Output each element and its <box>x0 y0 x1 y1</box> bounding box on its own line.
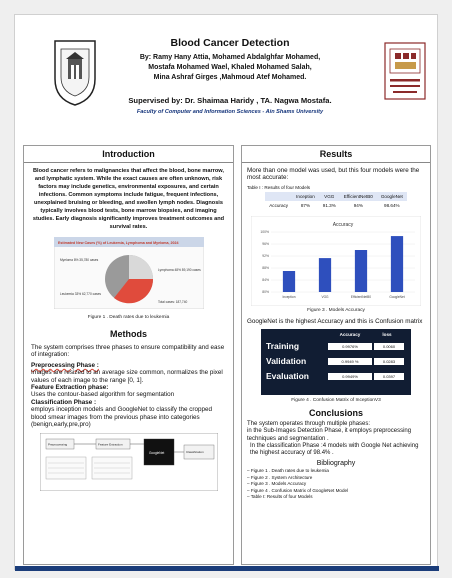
conclusions-line-3: In the classification Phase :4 models with Google Net achieving the highest accuracy of 98.4% . <box>250 442 419 457</box>
methods-heading: Methods <box>110 329 147 339</box>
bibliography-item: – Figure 2 . System Architecture <box>247 474 313 480</box>
right-faculty-logo <box>381 37 429 107</box>
bar-inception <box>283 271 295 292</box>
arch-googlenet-label: GoogleNet <box>148 451 164 456</box>
conf-header-row <box>266 332 406 337</box>
bar-googlenet <box>391 236 403 292</box>
arch-classification-label: Classification <box>185 450 204 455</box>
bibliography-list <box>242 468 430 501</box>
authors <box>95 53 365 83</box>
poster-title: Blood Cancer Detection <box>170 37 290 49</box>
conf-row-evaluation <box>266 371 406 381</box>
bibliography-item: – Figure 4 . Confusion Matrix of GoogleNet Model <box>247 487 349 493</box>
y-tick-label: 100% <box>260 230 269 235</box>
authors-line-1: By: Ramy Hany Attia, Mohamed Abdalghfar Mohamed, <box>139 54 321 61</box>
results-heading: Results <box>319 149 353 159</box>
arch-preprocessing-label: Preprocessing <box>47 442 67 447</box>
bar-vgg <box>319 258 331 292</box>
conf-row-label: Training <box>266 341 300 352</box>
system-architecture-diagram <box>40 433 218 491</box>
classification-text: employs inception models and GoogleNet to classify the cropped blood smear images from the previous phase into categories (benign,early,pre,pro) <box>31 406 212 429</box>
googlenet-text <box>242 313 430 325</box>
preprocessing-title: Preprocessing Phase : <box>31 361 99 369</box>
preprocessing-text: Images are resized to an average size common, normalizes the pixel values of each image to the range [0, 1]. <box>31 369 223 384</box>
table-cell: 91.3% <box>322 202 336 208</box>
table-header-cell: VGG <box>324 193 335 199</box>
conf-header-spacer <box>266 332 328 337</box>
y-tick-label: 88% <box>262 266 269 271</box>
pie-label-lymphoma: Lymphoma 48% 89,190 cases <box>157 268 201 272</box>
y-tick-label: 92% <box>262 254 269 259</box>
conf-acc-cell: 0.9949 % <box>328 358 372 365</box>
conclusions-heading: Conclusions <box>308 408 363 419</box>
conf-acc-cell: 0.9976% <box>328 343 372 350</box>
pie-label-total: Total cases: 187,740 <box>157 300 187 304</box>
supervisors: Supervised by: Dr. Shaimaa Haridy , TA. Nagwa Mostafa. <box>128 96 332 105</box>
figure-4-caption: Figure 4 . Confusion Matrix of InceptionV3 <box>291 398 381 404</box>
x-tick-label: EfficientNetB0 <box>350 294 372 299</box>
left-panel <box>23 145 234 565</box>
bibliography-item: – Figure 1 . Death rates due to leukemia <box>247 468 329 474</box>
leukemia-pie-figure <box>54 237 204 309</box>
table-header-cell: GoogleNet <box>380 193 403 199</box>
table-caption: Table I : Results of four Models <box>247 184 311 190</box>
table-header-cell: Inception <box>296 193 315 199</box>
figure-1-caption: Figure 1 . Death rates due to leukemia <box>87 315 170 320</box>
arch-feature-label: Feature Extraction <box>97 442 123 447</box>
conclusions-text <box>242 421 430 457</box>
results-table-header <box>265 192 407 201</box>
x-tick-label: Inception <box>282 294 296 299</box>
conf-acc-cell: 0.9949% <box>328 373 372 380</box>
conf-row-validation <box>266 356 406 366</box>
faculty: Faculty of Computer and Information Sciences - Ain Shams University <box>136 109 324 115</box>
intro-text: Blood cancer refers to malignancies that affect the blood, bone marrow, and lymphatic system. While the exact causes are often unknown, risk factors may include genetics, environmental exposures, and certain infections. Common symptoms include fatigue, frequent infections, unexplained bruising or bleeding, and swollen lymph nodes. Diagnosis typically involves blood tests, bone marrow biopsies, and imaging studies. Early diagnosis significantly improves treatment outcomes and survival rates. <box>32 168 225 230</box>
figure-3-caption: Figure 3 . Models Accuracy <box>307 307 365 313</box>
table-cell: Accuracy <box>269 202 289 208</box>
conclusions-line-1: The system operates through multiple phases: <box>247 421 371 428</box>
conf-header-accuracy: Accuracy <box>339 332 361 338</box>
conf-row-training <box>266 341 406 351</box>
y-tick-label: 84% <box>262 278 269 283</box>
x-tick-label: GoogleNet <box>389 294 405 299</box>
table-cell: 94% <box>353 202 363 208</box>
bar-efficientnetb0 <box>355 250 367 292</box>
pie-fig-title: Estimated New Cases (%) of Leukemia, Lymphoma and Myeloma, 2024 <box>57 241 178 245</box>
y-tick-label: 96% <box>262 242 269 247</box>
conf-header-loss: loss <box>382 332 392 338</box>
y-tick-label: 80% <box>262 290 269 295</box>
poster-header <box>15 15 439 137</box>
pie-label-myeloma: Myeloma 8% 35,780 cases <box>59 258 98 262</box>
googlenet-text-span: GoogleNet is the highest Accuracy and this is Confusion matrix <box>247 317 423 325</box>
conf-row-label: Validation <box>266 356 307 367</box>
authors-line-2: Mostafa Mohamed Wael, Khaled Mohamed Salah, <box>148 64 312 71</box>
feature-extraction-title: Feature Extraction phase: <box>31 384 109 392</box>
pie-label-leukemia: Leukemia 33% 62,770 cases <box>59 292 101 296</box>
results-table <box>265 192 407 210</box>
bibliography-item: – Figure 3 . Models Accuracy <box>247 481 307 487</box>
confusion-matrix-figure <box>261 329 411 395</box>
table-cell: 98.64% <box>384 202 400 208</box>
intro-heading: Introduction <box>102 149 155 159</box>
authors-line-3: Mina Ashraf Girges ,Mahmoud Atef Mohamed. <box>153 74 307 81</box>
table-header-cell <box>265 192 292 201</box>
footer-bar <box>15 566 439 571</box>
x-tick-label: VGG <box>321 294 329 299</box>
poster <box>14 14 438 570</box>
right-panel <box>241 145 431 565</box>
accuracy-bar-chart <box>251 216 421 306</box>
chart-title: Accuracy <box>332 221 354 228</box>
preprocessing-block <box>24 362 233 429</box>
conf-loss-cell: 0.0283 <box>374 358 404 365</box>
bibliography-item: – Table I: Results of four Models <box>247 494 313 500</box>
conf-loss-cell: 0.0397 <box>374 373 404 380</box>
feature-extraction-text: Uses the contour-based algorithm for segmentation <box>31 391 175 399</box>
conf-row-label: Evaluation <box>266 371 309 382</box>
table-cell: 87% <box>300 202 311 208</box>
conf-loss-cell: 0.0060 <box>374 343 404 350</box>
conclusions-line-2: in the Sub-Images Detection Phase, it employs preprocessing techniques and segmentation . <box>247 428 412 442</box>
results-text: More than one model was used, but this four models were the most accurate: <box>247 167 420 182</box>
results-table-row <box>265 201 407 210</box>
left-university-logo <box>51 37 99 107</box>
table-header-cell: EfficientNetB0 <box>343 193 373 199</box>
bibliography-heading: Bibliography <box>316 460 356 468</box>
methods-intro: The system comprises three phases to ensure compatibility and ease of integration: <box>31 344 225 359</box>
classification-title: Classification Phase : <box>31 398 97 406</box>
